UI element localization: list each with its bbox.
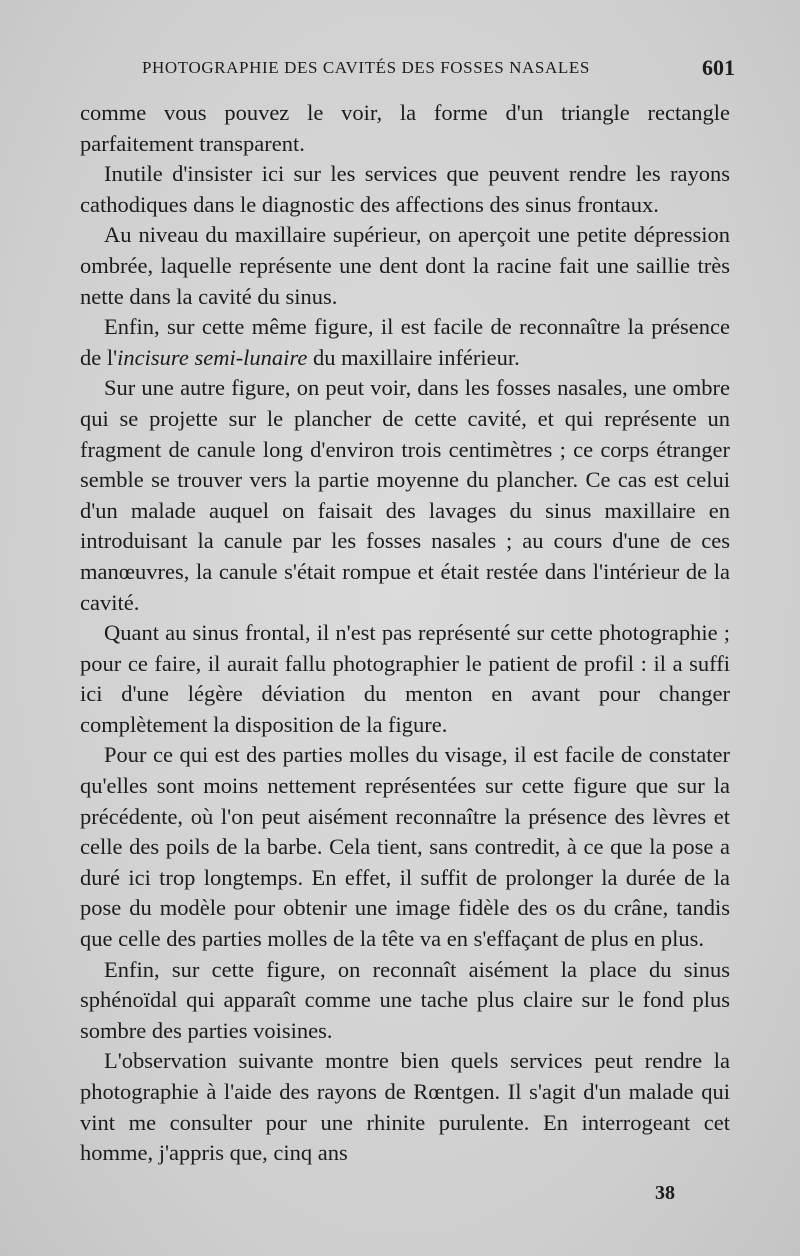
paragraph: [80, 312, 730, 373]
paragraph-text: du maxillaire inférieur.: [307, 344, 520, 370]
running-head: [80, 55, 735, 86]
italic-term: incisure semi-lunaire: [117, 344, 308, 370]
paragraph: Inutile d'insister ici sur les services que peuvent rendre les rayons cathodiques dans le diagnostic des affections des sinus frontaux.: [80, 161, 730, 217]
paragraph-text: Enfin, sur cette même figure, il est facile de reconnaître la présence de l': [80, 314, 730, 370]
signature-mark: 38: [655, 1182, 675, 1204]
paragraph: comme vous pouvez le voir, la forme d'un triangle rectangle parfaitement transparent.: [80, 100, 730, 156]
paragraph: Enfin, sur cette figure, on reconnaît aisément la place du sinus sphénoïdal qui apparaît comme une tache plus claire sur le fond plus sombre des parties voisines.: [80, 956, 730, 1043]
paragraph: L'observation suivante montre bien quels services peut rendre la photographie à l'aide des rayons de Rœntgen. Il s'agit d'un malade qui vint me consulter pour une rhinite purulente. En interrogeant cet homme, j'appris que, cinq ans: [80, 1048, 730, 1166]
paragraph: Quant au sinus frontal, il n'est pas représenté sur cette photographie ; pour ce faire, il aurait fallu photographier le patient de profil : il a suffi ici d'une légère déviation du menton en avant pour changer complètement la disposition de la figure.: [80, 620, 730, 737]
paragraph: Au niveau du maxillaire supérieur, on aperçoit une petite dépression ombrée, laquelle représente une dent dont la racine fait une saillie très nette dans la cavité du sinus.: [80, 222, 730, 309]
paragraph: Pour ce qui est des parties molles du visage, il est facile de constater qu'elles sont moins nettement représentées sur cette figure que sur la précédente, où l'on peut aisément reconnaître la présence des lèvres et celle des poils de la barbe. Cela tient, sans contredit, à ce que la pose a duré ici trop longtemps. En effet, il suffit de prolonger la durée de la pose du modèle pour obtenir une image fidèle des os du crâne, tandis que celle des parties molles de la tête va en s'effaçant de plus en plus.: [80, 742, 730, 952]
paragraph: Sur une autre figure, on peut voir, dans les fosses nasales, une ombre qui se projette sur le plancher de cette cavité, et qui représente un fragment de canule long d'environ trois centimètres ; ce corps étranger semble se trouver vers la partie moyenne du plancher. Ce cas est celui d'un malade auquel on faisait des lavages du sinus maxillaire en introduisant la canule par les fosses nasales ; au cours d'une de ces manœuvres, la canule s'était rompue et était restée dans l'intérieur de la cavité.: [80, 375, 730, 615]
body-text: [80, 98, 730, 1169]
page-number: 601: [702, 55, 735, 80]
running-head-title: PHOTOGRAPHIE DES CAVITÉS DES FOSSES NASALES: [142, 58, 590, 77]
